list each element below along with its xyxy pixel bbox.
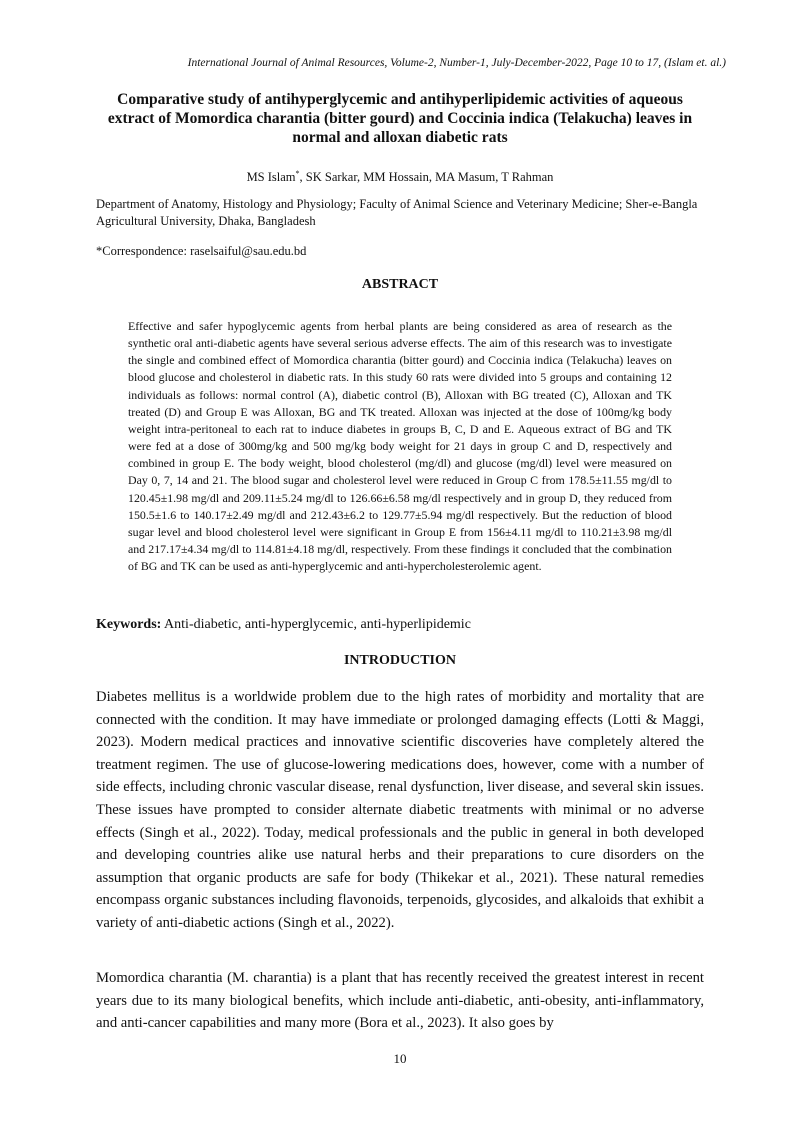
affiliation: Department of Anatomy, Histology and Physiology; Faculty of Animal Science and Veterinary Medicine; Sher-e-Bangla Agricultural University, Dhaka, Bangladesh <box>96 197 698 228</box>
correspondence: *Correspondence: raselsaiful@sau.edu.bd <box>96 244 307 258</box>
page-number: 10 <box>393 1051 407 1066</box>
co-authors: , SK Sarkar, MM Hossain, MA Masum, T Rahman <box>299 170 554 185</box>
abstract-heading: ABSTRACT <box>361 277 439 292</box>
author-list <box>96 167 704 184</box>
first-author: MS Islam <box>246 170 296 185</box>
introduction-paragraph-2: Momordica charantia (M. charantia) is a plant that has recently received the greatest interest in recent years due to its many biological benefits, which include anti-diabetic, anti-obesity, anti-inflammatory, and anti-cancer capabilities and many more (Bora et al., 2023). It also goes by <box>96 970 704 1032</box>
keywords <box>96 616 704 634</box>
keywords-text: Anti-diabetic, anti-hyperglycemic, anti-hyperlipidemic <box>161 617 471 632</box>
introduction-heading: INTRODUCTION <box>343 653 456 668</box>
corresponding-author-mark: * <box>295 169 300 178</box>
abstract-text: Effective and safer hypoglycemic agents from herbal plants are being considered as area of research as the synthetic oral anti-diabetic agents have several serious adverse effects. The aim of this research was to investigate the single and combined effect of Momordica charantia (bitter gourd) and Coccinia indica (Telakucha) leaves on blood glucose and cholesterol in diabetic rats. In this study 60 rats were divided into 5 groups and containing 12 individuals as follows: normal control (A), diabetic control (B), Alloxan with BG treated (C), Alloxan and TK treated (D) and Group E was Alloxan, BG and TK treated. Alloxan was injected at the dose of 100mg/kg body weight intra-peritoneal to each rat to induce diabetes in groups B, C, D and E. Aqueous extract of BG and TK were fed at a dose of 300mg/kg and 500 mg/kg body weight for 21 days in group C and D, respectively and combined in group E. The body weight, blood cholesterol (mg/dl) and glucose (mg/dl) level were measured on Day 0, 7, 14 and 21. The blood sugar and cholesterol level were reduced in Group C from 178.5±11.55 mg/dl to 120.45±1.98 mg/dl and 209.11±5.24 mg/dl to 126.66±6.58 mg/dl respectively and in group D, they reduced from 150.5±1.6 to 140.17±2.49 mg/dl and 212.43±6.2 to 129.77±5.94 mg/dl respectively. But the reduction of blood sugar level and blood cholesterol level were significant in Group E from 156±4.11 mg/dl to 110.21±3.98 mg/dl and 217.17±4.34 mg/dl to 114.81±4.18 mg/dl, respectively. From these findings it concluded that the combination of BG and TK can be used as anti-hyperglycemic and anti-hypercholesterolemic agent. <box>128 319 672 574</box>
introduction-paragraph-1: Diabetes mellitus is a worldwide problem due to the high rates of morbidity and mortality that are connected with the condition. It may have immediate or prolonged damaging effects (Lotti & Maggi, 2023). Modern medical practices and innovative scientific discoveries have completely altered the treatment regimen. The use of glucose-lowering medications does, however, come with a number of side effects, including chronic vascular disease, renal dysfunction, liver disease, and several skin issues. These issues have prompted to consider alternate diabetic treatments with minimal or no adverse effects (Singh et al., 2022). Today, medical professionals and the public in general in both developed and developing countries alike use natural herbs and their preparations to cure disorders on the assumption that organic products are safe for body (Thikekar et al., 2021). These natural remedies encompass organic substances including flavonoids, terpenoids, glycosides, and alkaloids that exhibit a variety of anti-diabetic actions (Singh et al., 2022). <box>96 689 704 931</box>
running-head: International Journal of Animal Resources, Volume-2, Number-1, July-December-2022, Page 10 to 17, (Islam et. al.) <box>187 57 726 69</box>
keywords-label: Keywords: <box>96 617 162 632</box>
paper-title: Comparative study of antihyperglycemic and antihyperlipidemic activities of aqueous extract of Momordica charantia (bitter gourd) and Coccinia indica (Telakucha) leaves in normal and alloxan diabetic rats <box>107 91 693 146</box>
